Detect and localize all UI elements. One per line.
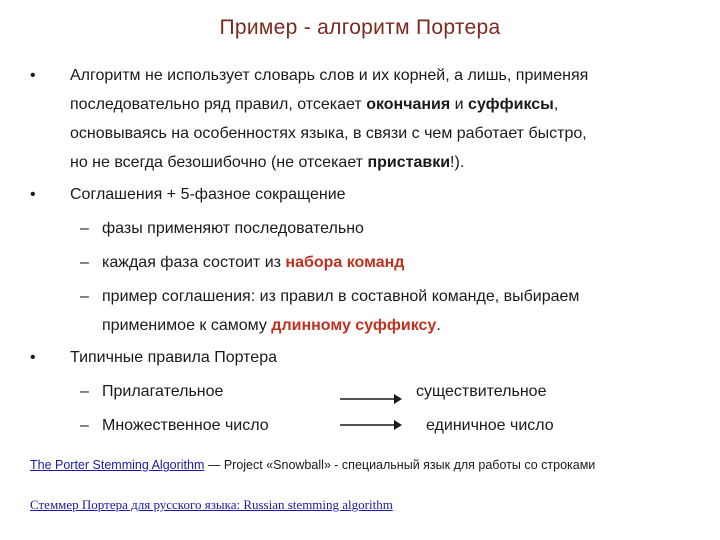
bullet-marker: • (30, 186, 36, 203)
term-prefixes: приставки (367, 154, 451, 171)
footer-line-1 (30, 458, 595, 472)
sub-item-convention-example: пример соглашения: из правил в составной команде, выбираем применимое к самому длинному суффиксу. (102, 288, 580, 334)
porter-algorithm-link[interactable]: The Porter Stemming Algorithm (30, 458, 205, 472)
russian-stemmer-link[interactable]: Стеммер Портера для русского языка: Russian stemming algorithm (30, 497, 393, 512)
bullet-marker: • (30, 349, 36, 366)
dash-marker: – (80, 288, 89, 305)
dash-marker: – (80, 220, 89, 237)
rule-2-from: Множественное число (102, 417, 269, 434)
term-command-set: набора команд (285, 254, 405, 271)
bullet-1-text (70, 61, 672, 177)
bullet-3-text: Типичные правила Портера (70, 349, 277, 366)
slide-title: Пример - алгоритм Портера (219, 16, 501, 39)
bullet-1-line-2: последовательно ряд правил, отсекает окончания и суффиксы, (70, 96, 559, 113)
footer-line-1-rest: — Project «Snowball» - специальный язык для работы со строками (204, 458, 596, 472)
bullet-1-line-4: но не всегда безошибочно (не отсекает приставки!). (70, 154, 465, 171)
rule-1-to: существительное (416, 383, 547, 400)
arrow-right-icon (340, 393, 402, 405)
term-suffixes: суффиксы (468, 96, 554, 113)
rule-2-to: единичное число (426, 417, 554, 434)
footer-line-2 (30, 497, 393, 513)
sub-item-command-set: каждая фаза состоит из набора команд (102, 254, 405, 271)
dash-marker: – (80, 383, 89, 400)
term-endings: окончания (366, 96, 451, 113)
sub-item-phases: фазы применяют последовательно (102, 220, 364, 237)
dash-marker: – (80, 417, 89, 434)
bullet-2-text: Соглашения + 5-фазное сокращение (70, 186, 346, 203)
bullet-marker: • (30, 67, 36, 84)
term-longest-suffix: длинному суффиксу (271, 317, 437, 334)
bullet-1-line-1: Алгоритм не использует словарь слов и их корней, а лишь, применяя (70, 67, 589, 84)
arrow-right-icon (340, 419, 402, 431)
bullet-1-line-3: основываясь на особенностях языка, в связи с чем работает быстро, (70, 125, 587, 142)
rule-1-from: Прилагательное (102, 383, 224, 400)
dash-marker: – (80, 254, 89, 271)
